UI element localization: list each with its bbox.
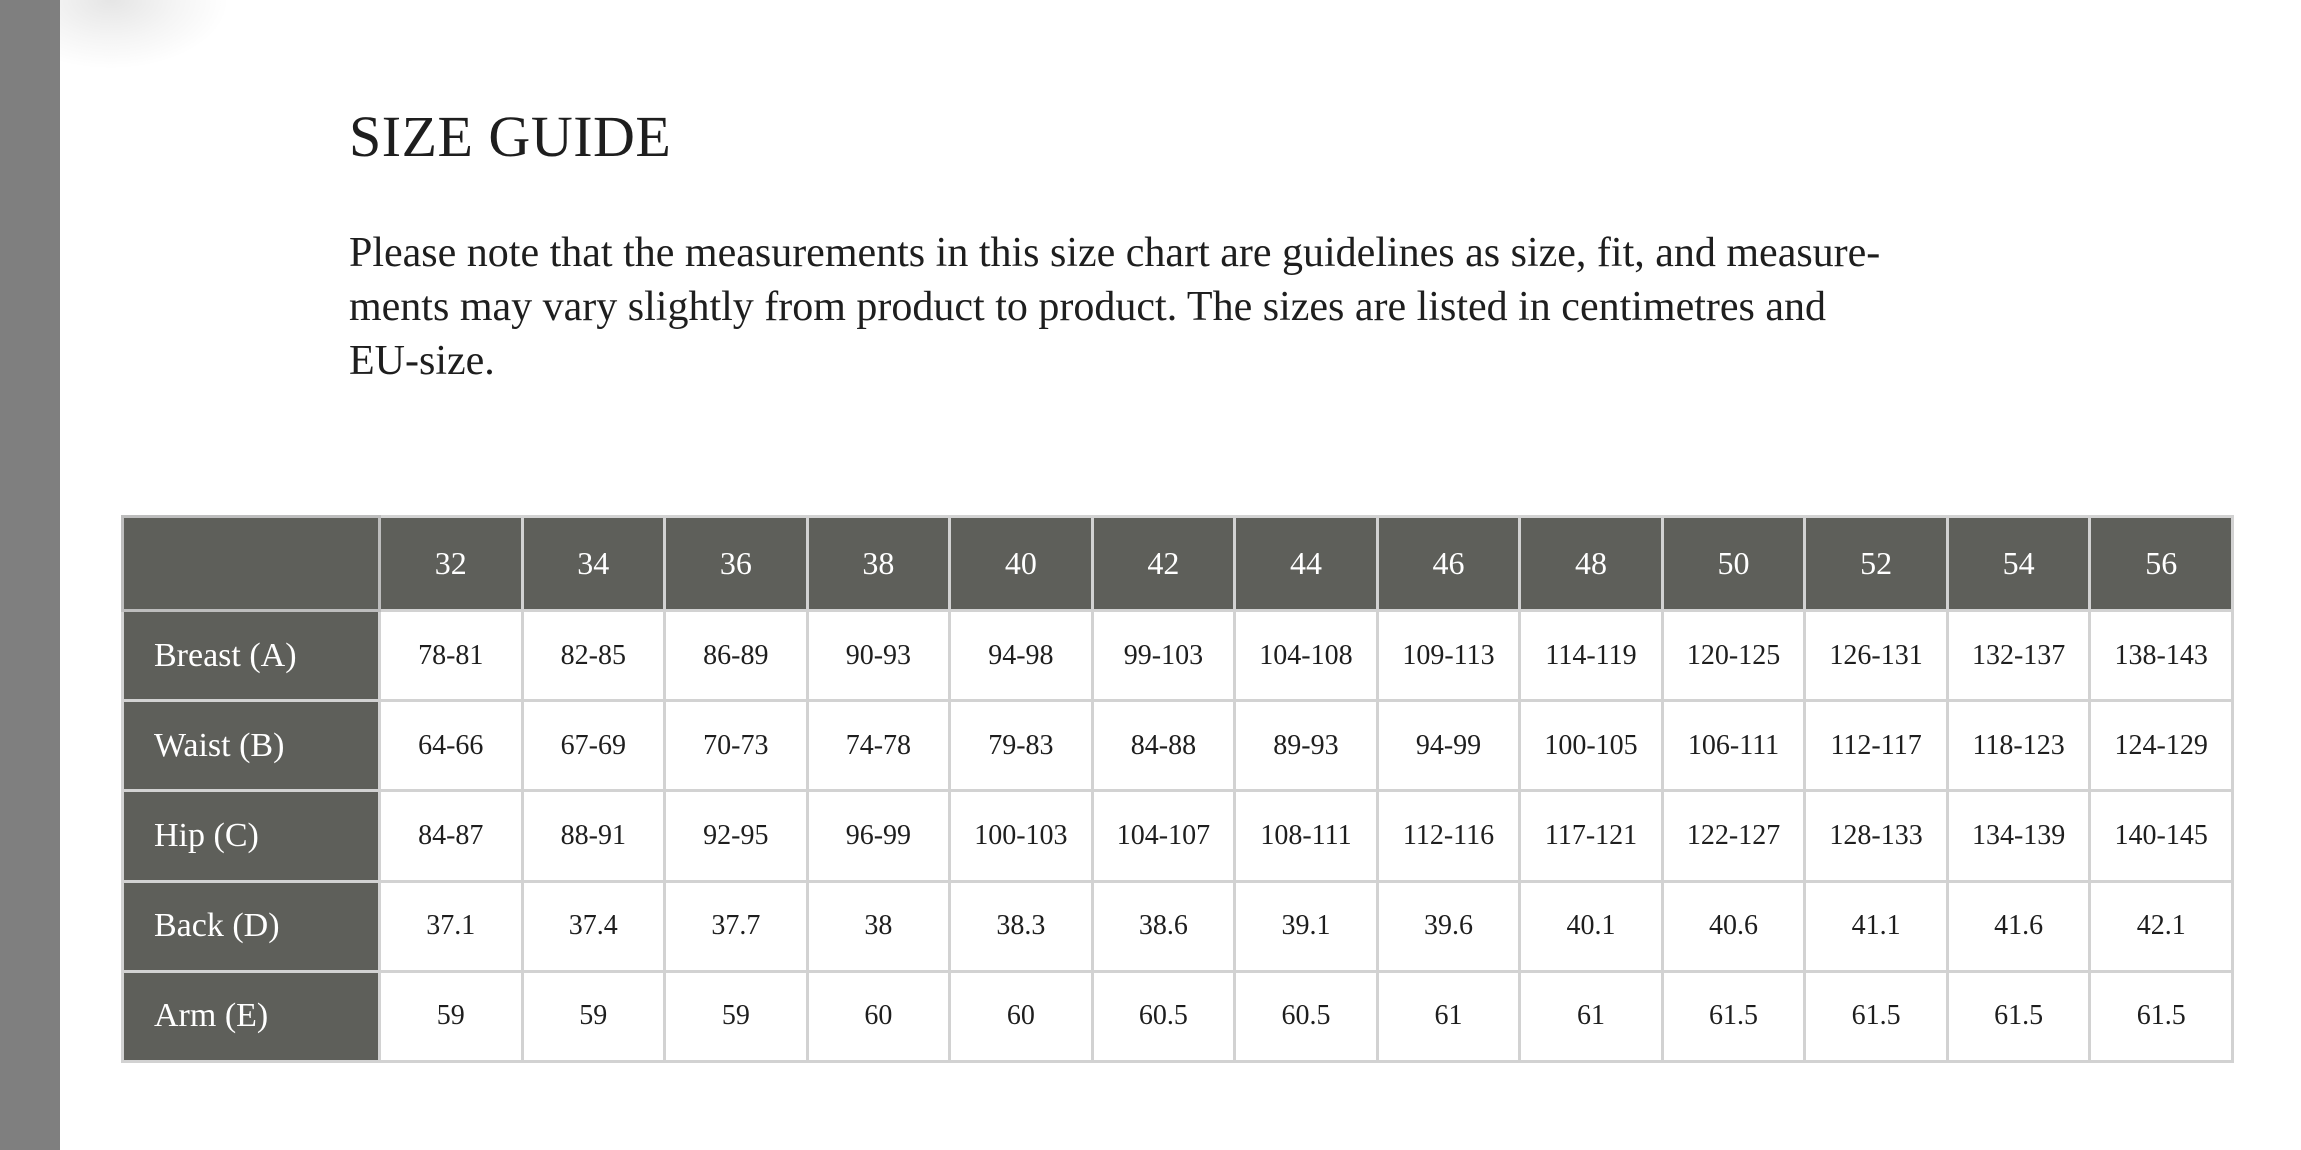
table-cell: 38: [807, 881, 950, 971]
size-header-cell: 42: [1092, 517, 1235, 611]
intro-paragraph: [349, 226, 1989, 388]
table-cell: 112-117: [1805, 701, 1948, 791]
intro-line: ments may vary slightly from product to product. The sizes are listed in centimetres and: [349, 284, 1827, 330]
table-cell: 38.3: [950, 881, 1093, 971]
table-cell: 114-119: [1520, 611, 1663, 701]
table-cell: 132-137: [1947, 611, 2090, 701]
intro-line: EU-size.: [349, 338, 495, 384]
table-cell: 61.5: [2090, 971, 2233, 1061]
table-cell: 99-103: [1092, 611, 1235, 701]
size-header-cell: 46: [1377, 517, 1520, 611]
intro-line: Please note that the measurements in this size chart are guidelines as size, fit, and measure-: [349, 230, 1881, 276]
table-cell: 61.5: [1947, 971, 2090, 1061]
table-cell: 59: [380, 971, 523, 1061]
table-cell: 126-131: [1805, 611, 1948, 701]
table-cell: 86-89: [665, 611, 808, 701]
table-row: [123, 881, 2233, 971]
table-cell: 61.5: [1805, 971, 1948, 1061]
table-cell: 122-127: [1662, 791, 1805, 881]
table-cell: 41.6: [1947, 881, 2090, 971]
table-cell: 94-99: [1377, 701, 1520, 791]
table-cell: 78-81: [380, 611, 523, 701]
table-cell: 60.5: [1235, 971, 1378, 1061]
table-cell: 70-73: [665, 701, 808, 791]
table-cell: 84-87: [380, 791, 523, 881]
table-cell: 37.7: [665, 881, 808, 971]
size-header-cell: 52: [1805, 517, 1948, 611]
table-cell: 134-139: [1947, 791, 2090, 881]
table-cell: 120-125: [1662, 611, 1805, 701]
table-cell: 124-129: [2090, 701, 2233, 791]
table-cell: 64-66: [380, 701, 523, 791]
row-label: Breast (A): [123, 611, 380, 701]
table-row: [123, 611, 2233, 701]
size-header-cell: 56: [2090, 517, 2233, 611]
table-cell: 82-85: [522, 611, 665, 701]
table-cell: 104-107: [1092, 791, 1235, 881]
table-cell: 89-93: [1235, 701, 1378, 791]
row-label: Hip (C): [123, 791, 380, 881]
table-cell: 94-98: [950, 611, 1093, 701]
table-cell: 100-105: [1520, 701, 1663, 791]
table-cell: 40.6: [1662, 881, 1805, 971]
table-cell: 67-69: [522, 701, 665, 791]
size-header-cell: 34: [522, 517, 665, 611]
table-cell: 138-143: [2090, 611, 2233, 701]
table-cell: 39.1: [1235, 881, 1378, 971]
table-cell: 41.1: [1805, 881, 1948, 971]
table-cell: 140-145: [2090, 791, 2233, 881]
size-header-cell: 50: [1662, 517, 1805, 611]
table-cell: 61: [1377, 971, 1520, 1061]
size-header-cell: 40: [950, 517, 1093, 611]
row-label: Arm (E): [123, 971, 380, 1061]
table-cell: 59: [665, 971, 808, 1061]
table-cell: 108-111: [1235, 791, 1378, 881]
size-header-row: [123, 517, 2233, 611]
table-cell: 79-83: [950, 701, 1093, 791]
table-cell: 109-113: [1377, 611, 1520, 701]
table-cell: 60: [950, 971, 1093, 1061]
page-title: SIZE GUIDE: [349, 104, 672, 169]
corner-cell: [123, 517, 380, 611]
table-row: [123, 701, 2233, 791]
size-header-cell: 44: [1235, 517, 1378, 611]
size-chart-table: [121, 515, 2234, 1063]
table-cell: 84-88: [1092, 701, 1235, 791]
table-row: [123, 791, 2233, 881]
table-cell: 61.5: [1662, 971, 1805, 1061]
table-cell: 40.1: [1520, 881, 1663, 971]
table-cell: 100-103: [950, 791, 1093, 881]
table-cell: 60.5: [1092, 971, 1235, 1061]
table-cell: 39.6: [1377, 881, 1520, 971]
table-cell: 59: [522, 971, 665, 1061]
table-cell: 37.1: [380, 881, 523, 971]
table-cell: 88-91: [522, 791, 665, 881]
size-header-cell: 48: [1520, 517, 1663, 611]
table-cell: 60: [807, 971, 950, 1061]
table-cell: 118-123: [1947, 701, 2090, 791]
table-cell: 42.1: [2090, 881, 2233, 971]
table-row: [123, 971, 2233, 1061]
table-cell: 90-93: [807, 611, 950, 701]
table-cell: 38.6: [1092, 881, 1235, 971]
table-cell: 61: [1520, 971, 1663, 1061]
left-scroll-gutter: [0, 0, 60, 1150]
table-cell: 106-111: [1662, 701, 1805, 791]
size-header-cell: 36: [665, 517, 808, 611]
size-header-cell: 38: [807, 517, 950, 611]
table-cell: 128-133: [1805, 791, 1948, 881]
page-shadow: [60, 0, 230, 70]
table-cell: 117-121: [1520, 791, 1663, 881]
row-label: Waist (B): [123, 701, 380, 791]
table-cell: 96-99: [807, 791, 950, 881]
table-cell: 74-78: [807, 701, 950, 791]
size-header-cell: 54: [1947, 517, 2090, 611]
table-cell: 37.4: [522, 881, 665, 971]
size-header-cell: 32: [380, 517, 523, 611]
table-cell: 92-95: [665, 791, 808, 881]
row-label: Back (D): [123, 881, 380, 971]
table-cell: 112-116: [1377, 791, 1520, 881]
table-cell: 104-108: [1235, 611, 1378, 701]
